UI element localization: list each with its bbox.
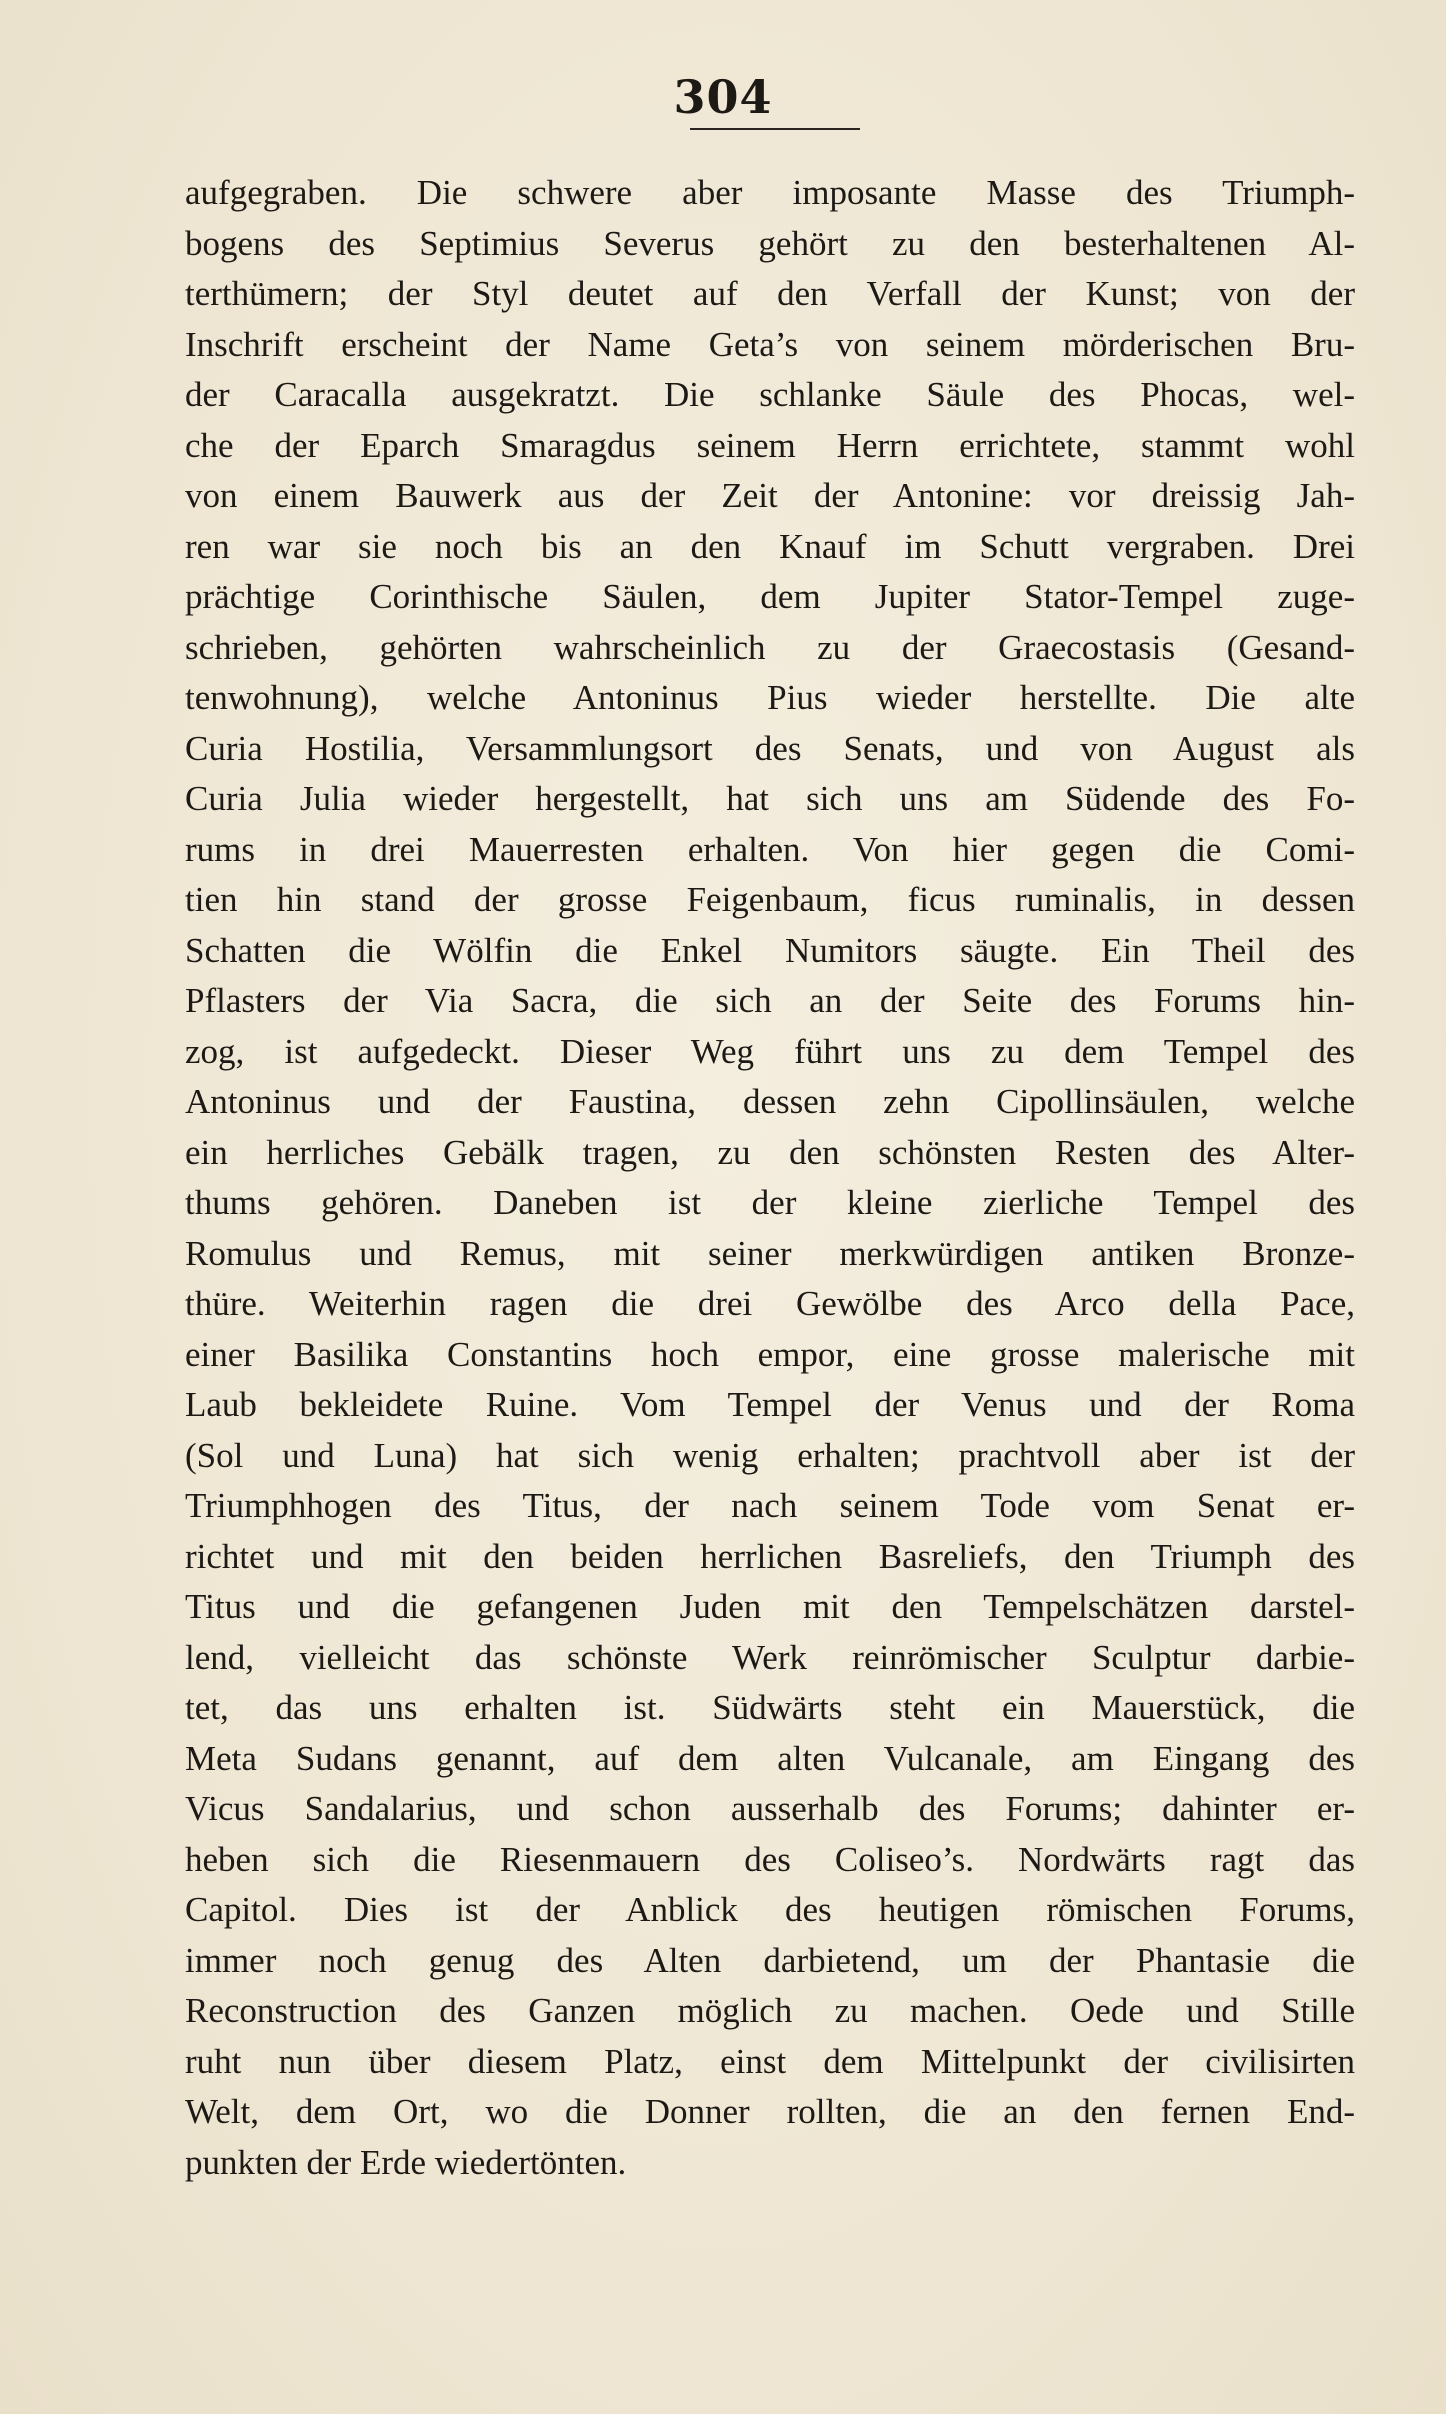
text-line: thums gehören. Daneben ist der kleine zierliche Tempel des (185, 1183, 1355, 1222)
text-line: Curia Hostilia, Versammlungsort des Senats, und von August als (185, 728, 1355, 768)
text-line: zog, ist aufgedeckt. Dieser Weg führt uns zu dem Tempel des (185, 1031, 1355, 1071)
text-line: ren war sie noch bis an den Knauf im Schutt vergraben. Drei (185, 526, 1355, 566)
text-line: Antoninus und der Faustina, dessen zehn Cipollinsäulen, welche (185, 1082, 1355, 1121)
text-line: Triumphhogen des Titus, der nach seinem Tode vom Senat er- (185, 1486, 1355, 1525)
text-line: aufgegraben. Die schwere aber imposante Masse des Triumph- (185, 173, 1355, 212)
text-line: rums in drei Mauerresten erhalten. Von hier gegen die Comi- (185, 829, 1355, 869)
text-line: der Caracalla ausgekratzt. Die schlanke Säule des Phocas, wel- (185, 375, 1355, 414)
text-line: einer Basilika Constantins hoch empor, eine grosse malerische mit (185, 1334, 1355, 1374)
text-line: ein herrliches Gebälk tragen, zu den schönsten Resten des Alter- (185, 1132, 1355, 1172)
text-line: thüre. Weiterhin ragen die drei Gewölbe des Arco della Pace, (185, 1284, 1355, 1323)
text-line: Inschrift erscheint der Name Geta’s von seinem mörderischen Bru- (185, 324, 1355, 364)
text-line: prächtige Corinthische Säulen, dem Jupiter Stator-Tempel zuge- (185, 577, 1355, 616)
text-line: Welt, dem Ort, wo die Donner rollten, die an den fernen End- (185, 2092, 1355, 2131)
text-line: (Sol und Luna) hat sich wenig erhalten; prachtvoll aber ist der (185, 1435, 1355, 1475)
text-line: heben sich die Riesenmauern des Coliseo’s. Nordwärts ragt das (185, 1839, 1355, 1879)
text-line: tien hin stand der grosse Feigenbaum, ficus ruminalis, in dessen (185, 880, 1355, 919)
text-line: Schatten die Wölfin die Enkel Numitors säugte. Ein Theil des (185, 930, 1355, 970)
header-rule (690, 128, 860, 130)
page-number: 304 (673, 70, 773, 124)
text-line: lend, vielleicht das schönste Werk reinrömischer Sculptur darbie- (185, 1637, 1355, 1677)
text-line: Reconstruction des Ganzen möglich zu machen. Oede und Stille (185, 1991, 1355, 2030)
text-line: che der Eparch Smaragdus seinem Herrn errichtete, stammt wohl (185, 425, 1355, 465)
text-line: Curia Julia wieder hergestellt, hat sich uns am Südende des Fo- (185, 779, 1355, 818)
text-line: von einem Bauwerk aus der Zeit der Antonine: vor dreissig Jah- (185, 476, 1355, 515)
text-line: richtet und mit den beiden herrlichen Basreliefs, den Triumph des (185, 1536, 1355, 1576)
text-line: terthümern; der Styl deutet auf den Verfall der Kunst; von der (185, 274, 1355, 313)
text-line: Romulus und Remus, mit seiner merkwürdigen antiken Bronze- (185, 1233, 1355, 1273)
text-line: tet, das uns erhalten ist. Südwärts steht ein Mauerstück, die (185, 1688, 1355, 1727)
text-line: immer noch genug des Alten darbietend, um der Phantasie die (185, 1940, 1355, 1980)
text-line: bogens des Septimius Severus gehört zu den besterhaltenen Al- (185, 223, 1355, 263)
text-line: schrieben, gehörten wahrscheinlich zu der Graecostasis (Gesand- (185, 627, 1355, 667)
text-line: Laub bekleidete Ruine. Vom Tempel der Venus und der Roma (185, 1385, 1355, 1424)
body-text (185, 168, 1355, 2188)
text-line: ruht nun über diesem Platz, einst dem Mittelpunkt der civilisirten (185, 2041, 1355, 2081)
text-line: Meta Sudans genannt, auf dem alten Vulcanale, am Eingang des (185, 1738, 1355, 1778)
text-line: punkten der Erde wiedertönten. (185, 2142, 627, 2182)
text-line: Capitol. Dies ist der Anblick des heutigen römischen Forums, (185, 1890, 1355, 1929)
text-line: Pflasters der Via Sacra, die sich an der Seite des Forums hin- (185, 981, 1355, 1020)
text-line: tenwohnung), welche Antoninus Pius wieder herstellte. Die alte (185, 678, 1355, 717)
text-line: Titus und die gefangenen Juden mit den Tempelschätzen darstel- (185, 1587, 1355, 1626)
text-line: Vicus Sandalarius, und schon ausserhalb des Forums; dahinter er- (185, 1789, 1355, 1828)
